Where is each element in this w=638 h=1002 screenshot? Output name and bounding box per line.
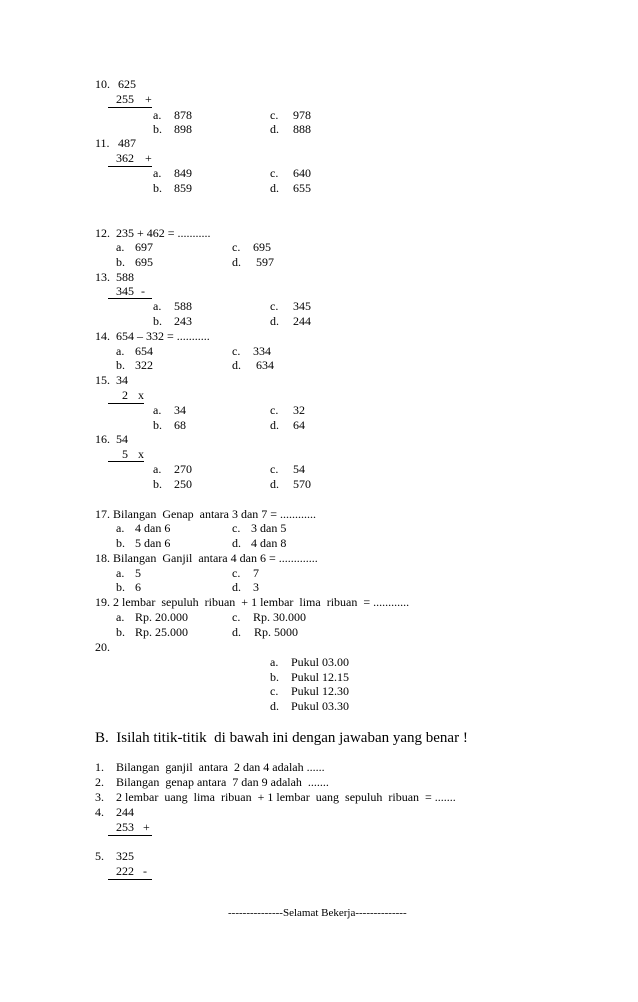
q11-option-c-letter: c.	[270, 166, 279, 180]
q10-option-c: 978	[293, 108, 311, 122]
q13-option-b: 243	[174, 314, 192, 328]
q17-question: 17. Bilangan Genap antara 3 dan 7 = ............	[95, 507, 317, 521]
q14-option-c: 334	[253, 344, 271, 358]
q17-option-a-letter: a.	[116, 521, 125, 535]
q19-option-d: Rp. 5000	[254, 625, 299, 639]
section-b-heading: B. Isilah titik-titik di bawah ini dengan jawaban yang benar !	[95, 730, 468, 746]
b4-bottom-operand: 253	[116, 820, 134, 834]
q18-option-d: 3	[253, 580, 259, 594]
q16-option-b-letter: b.	[153, 477, 162, 491]
q17-option-c: 3 dan 5	[251, 521, 287, 535]
b5-number: 5.	[95, 849, 104, 863]
q20-number: 20.	[95, 640, 110, 654]
q19-option-b-letter: b.	[116, 625, 125, 639]
q16-bottom-operand: 5	[122, 447, 128, 461]
q19-option-d-letter: d.	[232, 625, 241, 639]
q12-option-c: 695	[253, 240, 271, 254]
q16-number: 16.	[95, 432, 110, 446]
q14-option-b: 322	[135, 358, 153, 372]
b1-number: 1.	[95, 760, 104, 774]
q10-bottom-operand: 255	[116, 92, 134, 106]
q11-option-b-letter: b.	[153, 181, 162, 195]
q12-option-a-letter: a.	[116, 240, 125, 254]
q18-option-a-letter: a.	[116, 566, 125, 580]
q17-option-d: 4 dan 8	[251, 536, 287, 550]
q18-option-c-letter: c.	[232, 566, 241, 580]
q11-number: 11.	[95, 136, 110, 150]
q15-option-c: 32	[293, 403, 305, 417]
q15-option-b-letter: b.	[153, 418, 162, 432]
q16-option-c: 54	[293, 462, 305, 476]
q10-number: 10.	[95, 77, 110, 91]
q11-bottom-operand: 362	[116, 151, 134, 165]
q10-top-operand: 625	[118, 77, 136, 91]
q12-option-a: 697	[135, 240, 153, 254]
b5-difference-line	[108, 879, 152, 880]
q13-option-b-letter: b.	[153, 314, 162, 328]
q19-option-b: Rp. 25.000	[135, 625, 189, 639]
q16-operator: x	[138, 447, 144, 461]
q20-option-c: Pukul 12.30	[291, 684, 350, 698]
q10-option-d-letter: d.	[270, 122, 279, 136]
q20-option-d: Pukul 03.30	[291, 699, 350, 713]
q18-option-b: 6	[135, 580, 141, 594]
q14-option-c-letter: c.	[232, 344, 241, 358]
q19-option-a-letter: a.	[116, 610, 125, 624]
q13-bottom-operand: 345	[116, 284, 134, 298]
q17-option-d-letter: d.	[232, 536, 241, 550]
q18-option-c: 7	[253, 566, 259, 580]
q15-bottom-operand: 2	[122, 388, 128, 402]
q11-option-c: 640	[293, 166, 311, 180]
q12-option-b-letter: b.	[116, 255, 125, 269]
q13-operator: -	[141, 284, 145, 298]
b1-question: Bilangan ganjil antara 2 dan 4 adalah ......	[116, 760, 325, 774]
q20-option-b: Pukul 12.15	[291, 670, 350, 684]
b4-operator: +	[143, 820, 150, 834]
q15-top-operand: 34	[116, 373, 128, 387]
q18-option-b-letter: b.	[116, 580, 125, 594]
q11-option-a: 849	[174, 166, 192, 180]
b2-number: 2.	[95, 775, 104, 789]
q18-option-d-letter: d.	[232, 580, 241, 594]
b4-sum-line	[108, 835, 152, 836]
q14-option-d-letter: d.	[232, 358, 241, 372]
q15-option-b: 68	[174, 418, 186, 432]
q13-top-operand: 588	[116, 270, 134, 284]
q10-option-b-letter: b.	[153, 122, 162, 136]
q13-difference-line	[108, 298, 152, 299]
q13-option-c: 345	[293, 299, 311, 313]
q14-option-d: 634	[256, 358, 274, 372]
q12-option-d: 597	[256, 255, 274, 269]
q15-operator: x	[138, 388, 144, 402]
q15-number: 15.	[95, 373, 110, 387]
q11-option-a-letter: a.	[153, 166, 162, 180]
q17-option-b-letter: b.	[116, 536, 125, 550]
b4-top-operand: 244	[116, 805, 134, 819]
q20-option-a: Pukul 03.00	[291, 655, 350, 669]
q10-option-c-letter: c.	[270, 108, 279, 122]
q16-option-b: 250	[174, 477, 192, 491]
q13-option-c-letter: c.	[270, 299, 279, 313]
q13-option-a: 588	[174, 299, 192, 313]
b5-bottom-operand: 222	[116, 864, 134, 878]
q12-option-c-letter: c.	[232, 240, 241, 254]
q15-option-d-letter: d.	[270, 418, 279, 432]
q13-option-d: 244	[293, 314, 311, 328]
q10-option-a: 878	[174, 108, 192, 122]
q15-option-a-letter: a.	[153, 403, 162, 417]
b3-number: 3.	[95, 790, 104, 804]
q15-option-d: 64	[293, 418, 305, 432]
q11-option-b: 859	[174, 181, 192, 195]
q18-option-a: 5	[135, 566, 141, 580]
q19-option-c-letter: c.	[232, 610, 241, 624]
q11-sum-line	[108, 166, 152, 167]
q16-top-operand: 54	[116, 432, 128, 446]
q19-question: 19. 2 lembar sepuluh ribuan + 1 lembar lima ribuan = ............	[95, 595, 410, 609]
footer-greeting: ---------------Selamat Bekerja--------------	[228, 907, 407, 919]
q11-top-operand: 487	[118, 136, 136, 150]
q20-option-d-letter: d.	[270, 699, 279, 713]
q14-option-a-letter: a.	[116, 344, 125, 358]
q16-option-c-letter: c.	[270, 462, 279, 476]
b2-question: Bilangan genap antara 7 dan 9 adalah .......	[116, 775, 329, 789]
q10-option-a-letter: a.	[153, 108, 162, 122]
q11-operator: +	[145, 151, 152, 165]
q10-operator: +	[145, 92, 152, 106]
q14-option-a: 654	[135, 344, 153, 358]
b4-number: 4.	[95, 805, 104, 819]
q20-option-b-letter: b.	[270, 670, 279, 684]
q16-product-line	[108, 461, 144, 462]
q10-option-d: 888	[293, 122, 311, 136]
q13-option-d-letter: d.	[270, 314, 279, 328]
q14-option-b-letter: b.	[116, 358, 125, 372]
q17-option-a: 4 dan 6	[135, 521, 171, 535]
q12-option-b: 695	[135, 255, 153, 269]
q16-option-a: 270	[174, 462, 192, 476]
q11-option-d: 655	[293, 181, 311, 195]
q17-option-c-letter: c.	[232, 521, 241, 535]
q19-option-c: Rp. 30.000	[253, 610, 307, 624]
q17-option-b: 5 dan 6	[135, 536, 171, 550]
q15-product-line	[108, 403, 144, 404]
b3-question: 2 lembar uang lima ribuan + 1 lembar uang sepuluh ribuan = .......	[116, 790, 456, 804]
q20-option-c-letter: c.	[270, 684, 279, 698]
q15-option-a: 34	[174, 403, 186, 417]
q10-option-b: 898	[174, 122, 192, 136]
q10-sum-line	[108, 107, 152, 108]
q12-option-d-letter: d.	[232, 255, 241, 269]
q18-question: 18. Bilangan Ganjil antara 4 dan 6 = .............	[95, 551, 318, 565]
q16-option-a-letter: a.	[153, 462, 162, 476]
b5-top-operand: 325	[116, 849, 134, 863]
b5-operator: -	[143, 864, 147, 878]
q12-question: 12. 235 + 462 = ...........	[95, 226, 211, 240]
q20-option-a-letter: a.	[270, 655, 279, 669]
q13-number: 13.	[95, 270, 110, 284]
q16-option-d-letter: d.	[270, 477, 279, 491]
q19-option-a: Rp. 20.000	[135, 610, 189, 624]
q16-option-d: 570	[293, 477, 311, 491]
q15-option-c-letter: c.	[270, 403, 279, 417]
q14-question: 14. 654 – 332 = ...........	[95, 329, 210, 343]
q11-option-d-letter: d.	[270, 181, 279, 195]
q13-option-a-letter: a.	[153, 299, 162, 313]
